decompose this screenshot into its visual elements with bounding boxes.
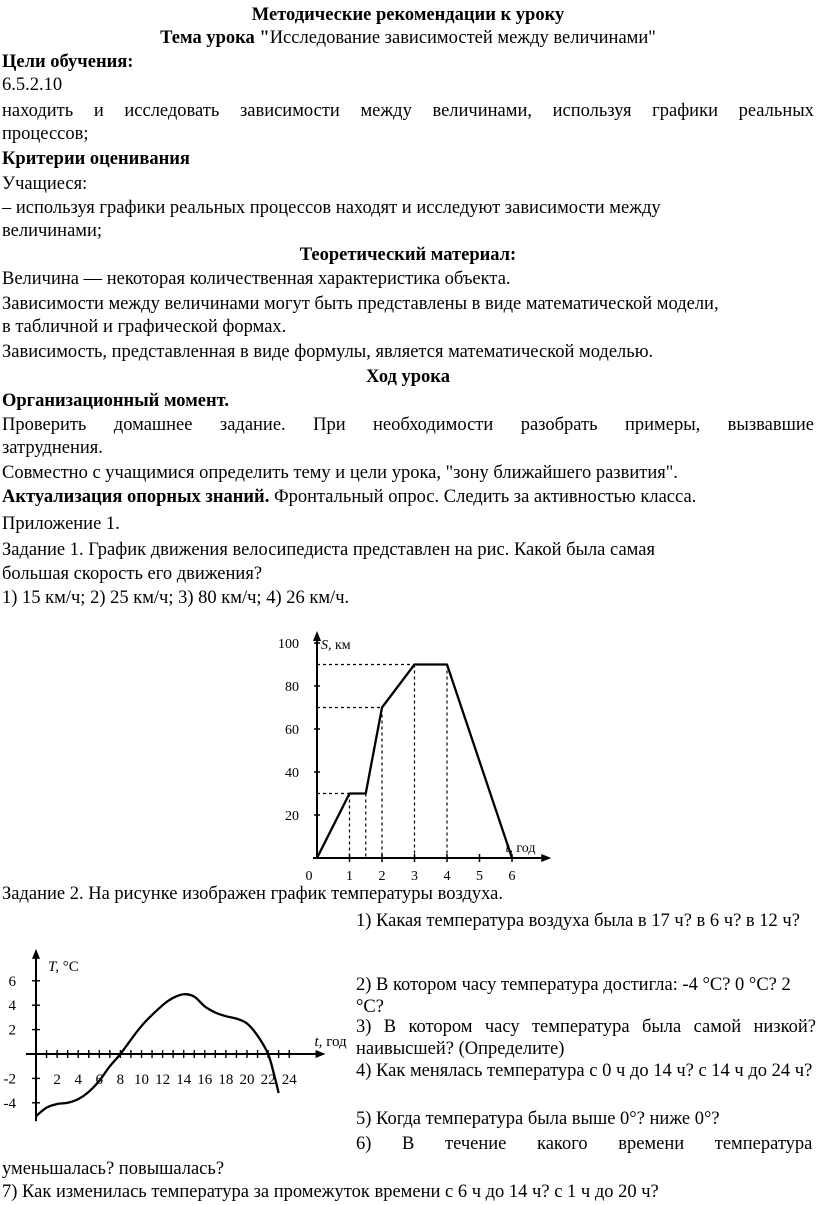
- org-heading: Организационный момент.: [2, 391, 229, 411]
- x-tick-label: 22: [260, 1072, 276, 1088]
- x-tick-label: 16: [197, 1072, 213, 1088]
- word: находить: [2, 101, 74, 121]
- x-tick-label: 20: [239, 1072, 255, 1088]
- word: исследовать: [124, 101, 220, 121]
- task2-question-7: 7) Как изменилась температура за промежуток времени с 6 ч до 14 ч? с 1 ч до 20 ч?: [2, 1182, 659, 1202]
- criteria-line2: величинами;: [2, 221, 103, 241]
- task2-question-4: 4) Как менялась температура с 0 ч до 14 ч? с 14 ч до 24 ч?: [356, 1061, 813, 1081]
- task2-question-5: 5) Когда температура была выше 0°? ниже 0°?: [356, 1109, 720, 1129]
- y-tick-label: 80: [285, 680, 299, 695]
- word: вызвавшие: [727, 415, 814, 435]
- x-tick-label: 1: [346, 869, 353, 884]
- goals-text-line2: процессов;: [2, 124, 89, 144]
- x-tick-label: 0: [305, 869, 313, 884]
- y-axis-arrow: [32, 949, 40, 959]
- word: величинами,: [432, 101, 532, 121]
- y-tick-label: -4: [3, 1095, 16, 1112]
- x-tick-label: 2: [378, 869, 386, 884]
- x-axis-arrow: [541, 854, 551, 862]
- joint-goals-text: Совместно с учащимися определить тему и цели урока, "зону ближайшего развития".: [2, 463, 678, 483]
- word: При: [313, 415, 346, 435]
- word: графики: [652, 101, 718, 121]
- y-tick-label: 6: [8, 973, 16, 990]
- task2-question-2: 2) В котором часу температура достигла: -4 °С? 0 °С? 2 °С?: [356, 975, 791, 1017]
- task2-line1: Задание 2. На рисунке изображен график температуры воздуха.: [2, 884, 503, 904]
- goals-text-line1: [2, 100, 814, 122]
- word: примеры,: [624, 415, 701, 435]
- y-tick-label: 40: [285, 766, 299, 781]
- x-tick-label: 8: [116, 1072, 125, 1088]
- y-tick-label: 100: [278, 637, 299, 652]
- distance-line: [317, 665, 512, 859]
- theory-paragraph3: Зависимость, представленная в виде формулы, является математической моделью.: [2, 342, 654, 362]
- x-tick-label: 2: [53, 1072, 61, 1088]
- criteria-students: Учащиеся:: [2, 174, 88, 194]
- word: реальных: [738, 101, 814, 121]
- y-tick-label: -2: [3, 1071, 16, 1088]
- task2-question-3: 3) В котором часу температура была самой низкой? наивысшей? (Определите): [356, 1017, 816, 1059]
- theory-paragraph1: Величина — некоторая количественная характеристика объекта.: [2, 269, 511, 289]
- word: используя: [552, 101, 632, 121]
- lesson-topic: [0, 27, 816, 49]
- word: домашнее: [113, 415, 193, 435]
- x-tick-label: 12: [155, 1072, 171, 1088]
- word: Проверить: [2, 415, 87, 435]
- theory-paragraph2-line1: Зависимости между величинами могут быть представлены в виде математической модели,: [2, 294, 719, 314]
- x-tick-label: 6: [95, 1072, 104, 1088]
- word: и: [93, 101, 104, 121]
- task1-line1: Задание 1. График движения велосипедиста представлен на рис. Какой была самая: [2, 540, 655, 560]
- x-tick-label: 10: [134, 1072, 149, 1088]
- x-axis-label: t, год: [314, 1034, 347, 1050]
- task2-question-1: 1) Какая температура воздуха была в 17 ч? в 6 ч? в 12 ч?: [356, 911, 800, 931]
- task2-question-6-continued: уменьшалась? повышалась?: [2, 1159, 225, 1179]
- x-tick-label: 3: [411, 869, 418, 884]
- org-text-line1: [2, 414, 814, 436]
- y-tick-label: 2: [8, 1022, 16, 1039]
- goals-code: 6.5.2.10: [2, 75, 63, 95]
- x-tick-label: 24: [281, 1072, 297, 1088]
- criteria-line1: – используя графики реальных процессов находят и исследуют зависимости между: [2, 198, 661, 218]
- actualization-rest: Фронтальный опрос. Следить за активностью класса.: [269, 487, 697, 507]
- task1-line2: большая скорость его движения?: [2, 564, 263, 584]
- x-tick-label: 4: [443, 869, 451, 884]
- x-tick-label: 14: [176, 1072, 192, 1088]
- x-axis-label: t, год: [505, 841, 536, 856]
- actualization-text: [2, 486, 696, 508]
- word: разобрать: [520, 415, 598, 435]
- task1-options: 1) 15 км/ч; 2) 25 км/ч; 3) 80 км/ч; 4) 26 км/ч.: [2, 588, 350, 608]
- y-axis-label: T, °C: [48, 958, 79, 975]
- appendix-label: Приложение 1.: [2, 514, 120, 534]
- theory-paragraph2-line2: в табличной и графической формах.: [2, 317, 287, 337]
- y-axis-label: S, км: [321, 638, 351, 653]
- word: задание.: [219, 415, 286, 435]
- topic-label: Тема урока ": [160, 28, 270, 48]
- task2-question-6-text: 6) В течение какого времени температура: [356, 1134, 813, 1154]
- x-tick-label: 5: [476, 869, 483, 884]
- y-tick-label: 4: [8, 998, 16, 1015]
- word: необходимости: [373, 415, 494, 435]
- lesson-heading: Ход урока: [366, 367, 450, 387]
- actualization-heading: Актуализация опорных знаний.: [2, 487, 270, 507]
- word: зависимости: [239, 101, 340, 121]
- y-tick-label: 60: [285, 723, 299, 738]
- x-tick-label: 6: [508, 869, 516, 884]
- topic-text: Исследование зависимостей между величинами": [269, 28, 656, 48]
- goals-heading: Цели обучения:: [2, 52, 134, 72]
- y-axis-arrow: [313, 631, 321, 641]
- document-title: Методические рекомендации к уроку: [251, 5, 565, 25]
- temperature-curve: [36, 994, 279, 1116]
- y-tick-label: 20: [285, 809, 299, 824]
- x-axis-arrow: [316, 1050, 326, 1058]
- guide-line: [317, 708, 382, 859]
- org-text-line2: затруднения.: [2, 438, 103, 458]
- word: между: [360, 101, 412, 121]
- criteria-heading: Критерии оценивания: [2, 149, 190, 169]
- x-tick-label: 18: [218, 1072, 234, 1088]
- task2-question-6: [356, 1133, 816, 1155]
- x-tick-label: 4: [74, 1072, 82, 1088]
- theory-heading: Теоретический материал:: [299, 245, 517, 265]
